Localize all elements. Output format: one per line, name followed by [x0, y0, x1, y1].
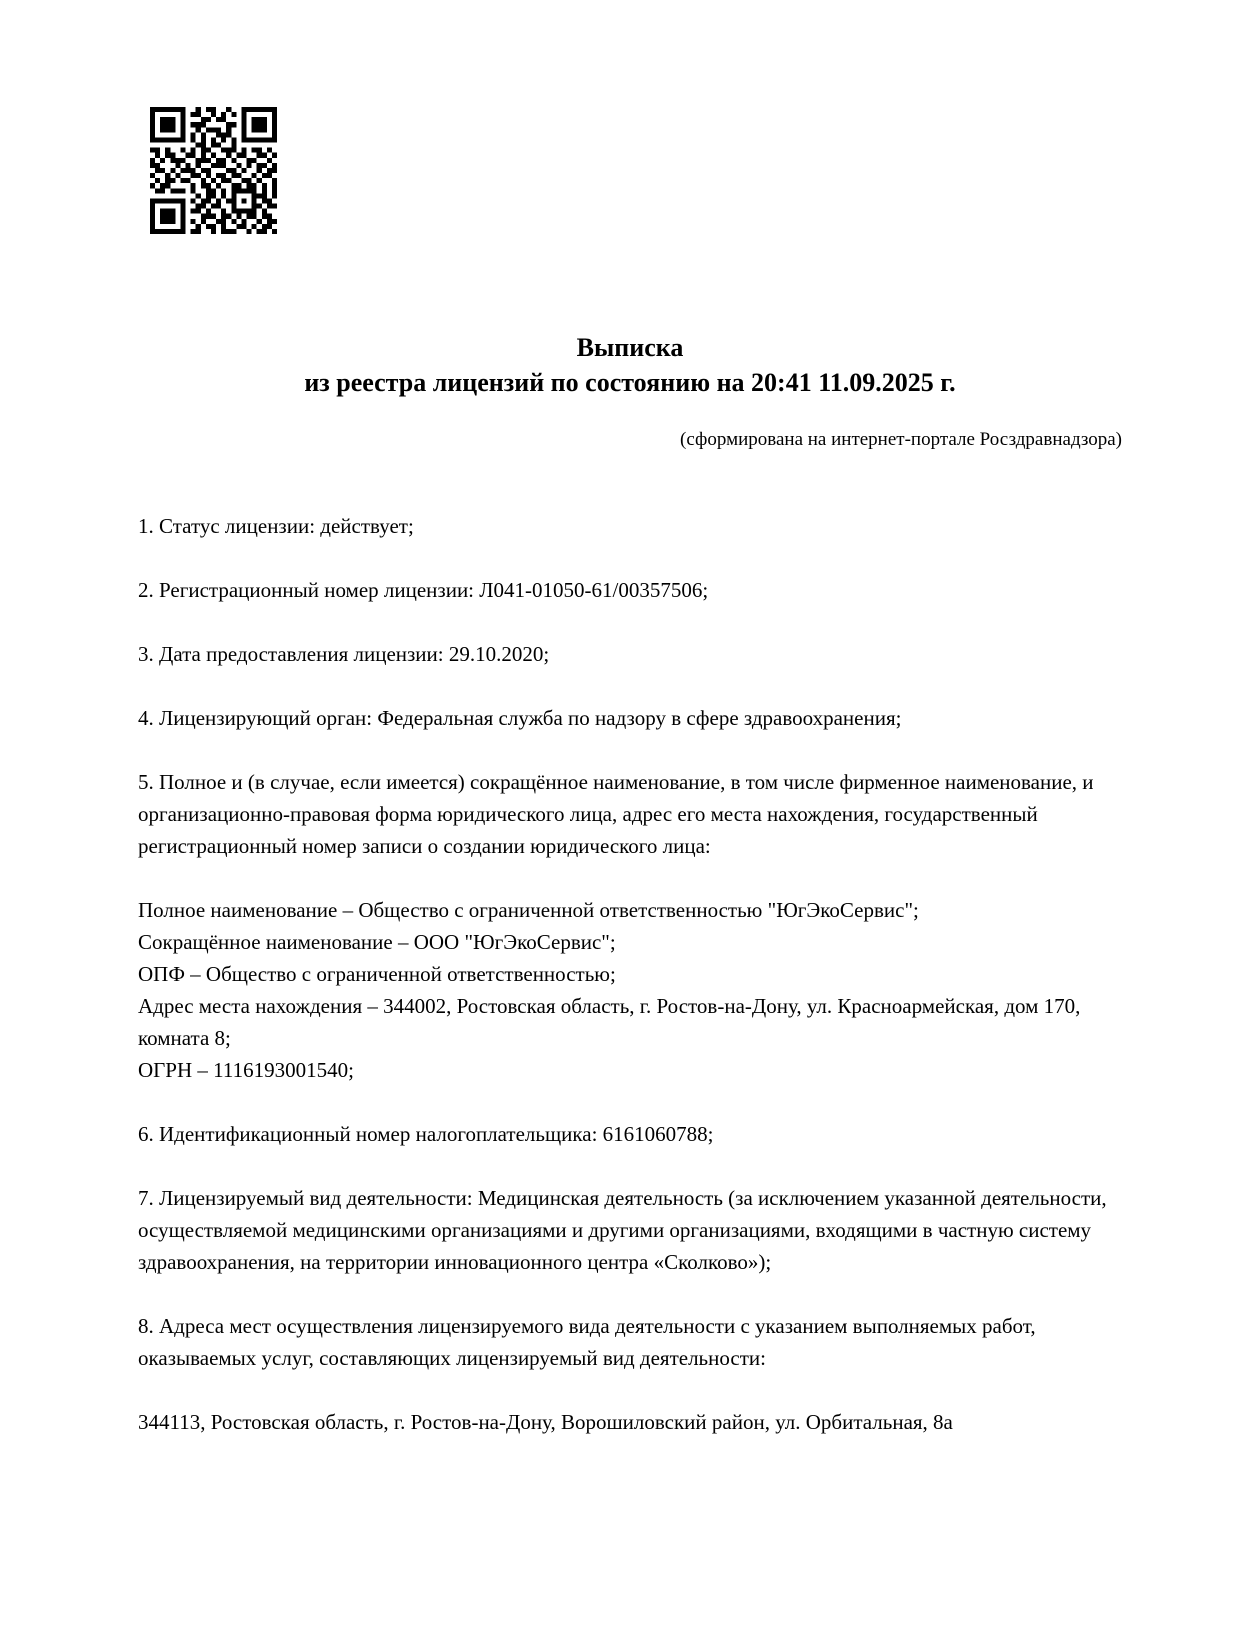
- paragraph-legal-entity-heading: 5. Полное и (в случае, если имеется) сокращённое наименование, в том числе фирменное наименование, и организационно-правовая форма юридического лица, адрес его места нахождения, государственный регистрационный номер записи о создании юридического лица:: [138, 770, 1094, 858]
- paragraph-registration-number: 2. Регистрационный номер лицензии: Л041-01050-61/00357506;: [138, 578, 709, 602]
- title-line-2: из реестра лицензий по состоянию на 20:41 11.09.2025 г.: [304, 368, 956, 397]
- paragraph-license-status: 1. Статус лицензии: действует;: [138, 514, 414, 538]
- paragraph-activity-address: 344113, Ростовская область, г. Ростов-на-Дону, Ворошиловский район, ул. Орбитальная, 8а: [138, 1410, 953, 1434]
- company-legal-form: ОПФ – Общество с ограниченной ответственностью;: [138, 962, 616, 986]
- company-address: Адрес места нахождения – 344002, Ростовская область, г. Ростов-на-Дону, ул. Красноармейская, дом 170, комната 8;: [138, 994, 1081, 1050]
- company-short-name: Сокращённое наименование – ООО "ЮгЭкоСервис";: [138, 930, 616, 954]
- paragraph-licensing-authority: 4. Лицензирующий орган: Федеральная служба по надзору в сфере здравоохранения;: [138, 706, 902, 730]
- document-content: [0, 330, 1240, 1438]
- qr-code: [150, 107, 277, 234]
- paragraph-activity-type: 7. Лицензируемый вид деятельности: Медицинская деятельность (за исключением указанной деятельности, осуществляемой медицинскими организациями и другими организациями, входящими в частную систему здравоохранения, на территории инновационного центра «Сколково»);: [138, 1186, 1107, 1274]
- company-full-name: Полное наименование – Общество с ограниченной ответственностью "ЮгЭкоСервис";: [138, 898, 919, 922]
- title-line-1: Выписка: [576, 333, 684, 362]
- company-details-block: [138, 894, 1122, 1086]
- paragraph-addresses-heading: 8. Адреса мест осуществления лицензируемого вида деятельности с указанием выполняемых работ, оказываемых услуг, составляющих лицензируемый вид деятельности:: [138, 1314, 1036, 1370]
- company-ogrn: ОГРН – 1116193001540;: [138, 1058, 354, 1082]
- document-title: [138, 330, 1122, 400]
- paragraph-grant-date: 3. Дата предоставления лицензии: 29.10.2020;: [138, 642, 550, 666]
- paragraph-inn: 6. Идентификационный номер налогоплательщика: 6161060788;: [138, 1122, 714, 1146]
- document-subtitle: (сформирована на интернет-портале Росздравнадзора): [680, 429, 1122, 450]
- document-body: [138, 510, 1122, 1438]
